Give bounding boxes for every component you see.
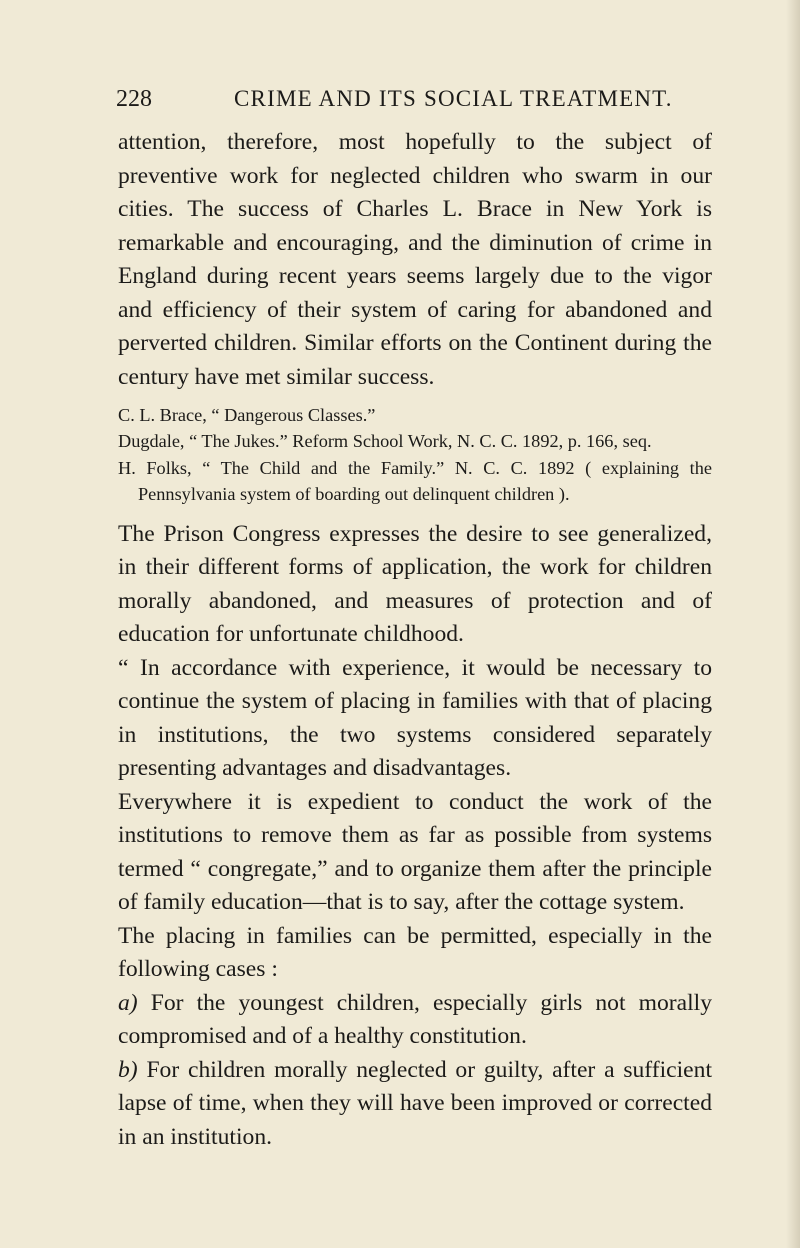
page-number: 228 (116, 86, 152, 112)
reference-item: Dugdale, “ The Jukes.” Reform School Work, N. C. C. 1892, p. 166, seq. (118, 431, 652, 452)
paragraph: “ In accordance with experience, it would be necessary to continue the system of placing in families with that of placing in institutions, the two systems considered separately presenting advantages and disadvantages. (118, 654, 712, 782)
item-letter: a) (118, 989, 138, 1016)
reference-item: C. L. Brace, “ Dangerous Classes.” (118, 405, 376, 425)
page-edge-shadow (786, 0, 800, 1248)
references (118, 402, 712, 508)
item-text: For the youngest children, especially girls not morally compromised and of a healthy constitution. (118, 989, 712, 1050)
running-title: CRIME AND ITS SOCIAL TREATMENT. (234, 86, 673, 111)
paragraph: attention, therefore, most hopefully to the subject of preventive work for neglected children who swarm in our cities. The success of Charles L. Brace in New York is remarkable and encouraging, and the diminution of crime in England during recent years seems largely due to the vigor and efficiency of their system of caring for abandoned and perverted children. Similar efforts on the Continent during the century have met similar success. (118, 129, 712, 390)
paragraph: The Prison Congress expresses the desire to see generalized, in their different forms of application, the work for children morally abandoned, and measures of protection and of education for unfortunate childhood. (118, 520, 712, 648)
item-text: For children morally neglected or guilty, after a sufficient lapse of time, when they will have been improved or corrected in an institution. (118, 1056, 712, 1150)
item-letter: b) (118, 1056, 138, 1083)
body-text (118, 126, 712, 1154)
running-head (116, 86, 712, 126)
list-item-a (118, 987, 712, 1054)
list-item-b (118, 1054, 712, 1155)
reference-item: H. Folks, “ The Child and the Family.” N. C. C. 1892 ( explaining the Pennsylvania system of boarding out delinquent children ). (118, 457, 712, 505)
paragraph: Everywhere it is expedient to conduct the work of the institutions to remove them as far as possible from systems termed “ congregate,” and to organize them after the principle of family education—that is to say, after the cottage system. (118, 788, 712, 916)
paragraph: The placing in families can be permitted, especially in the following cases : (118, 922, 712, 983)
